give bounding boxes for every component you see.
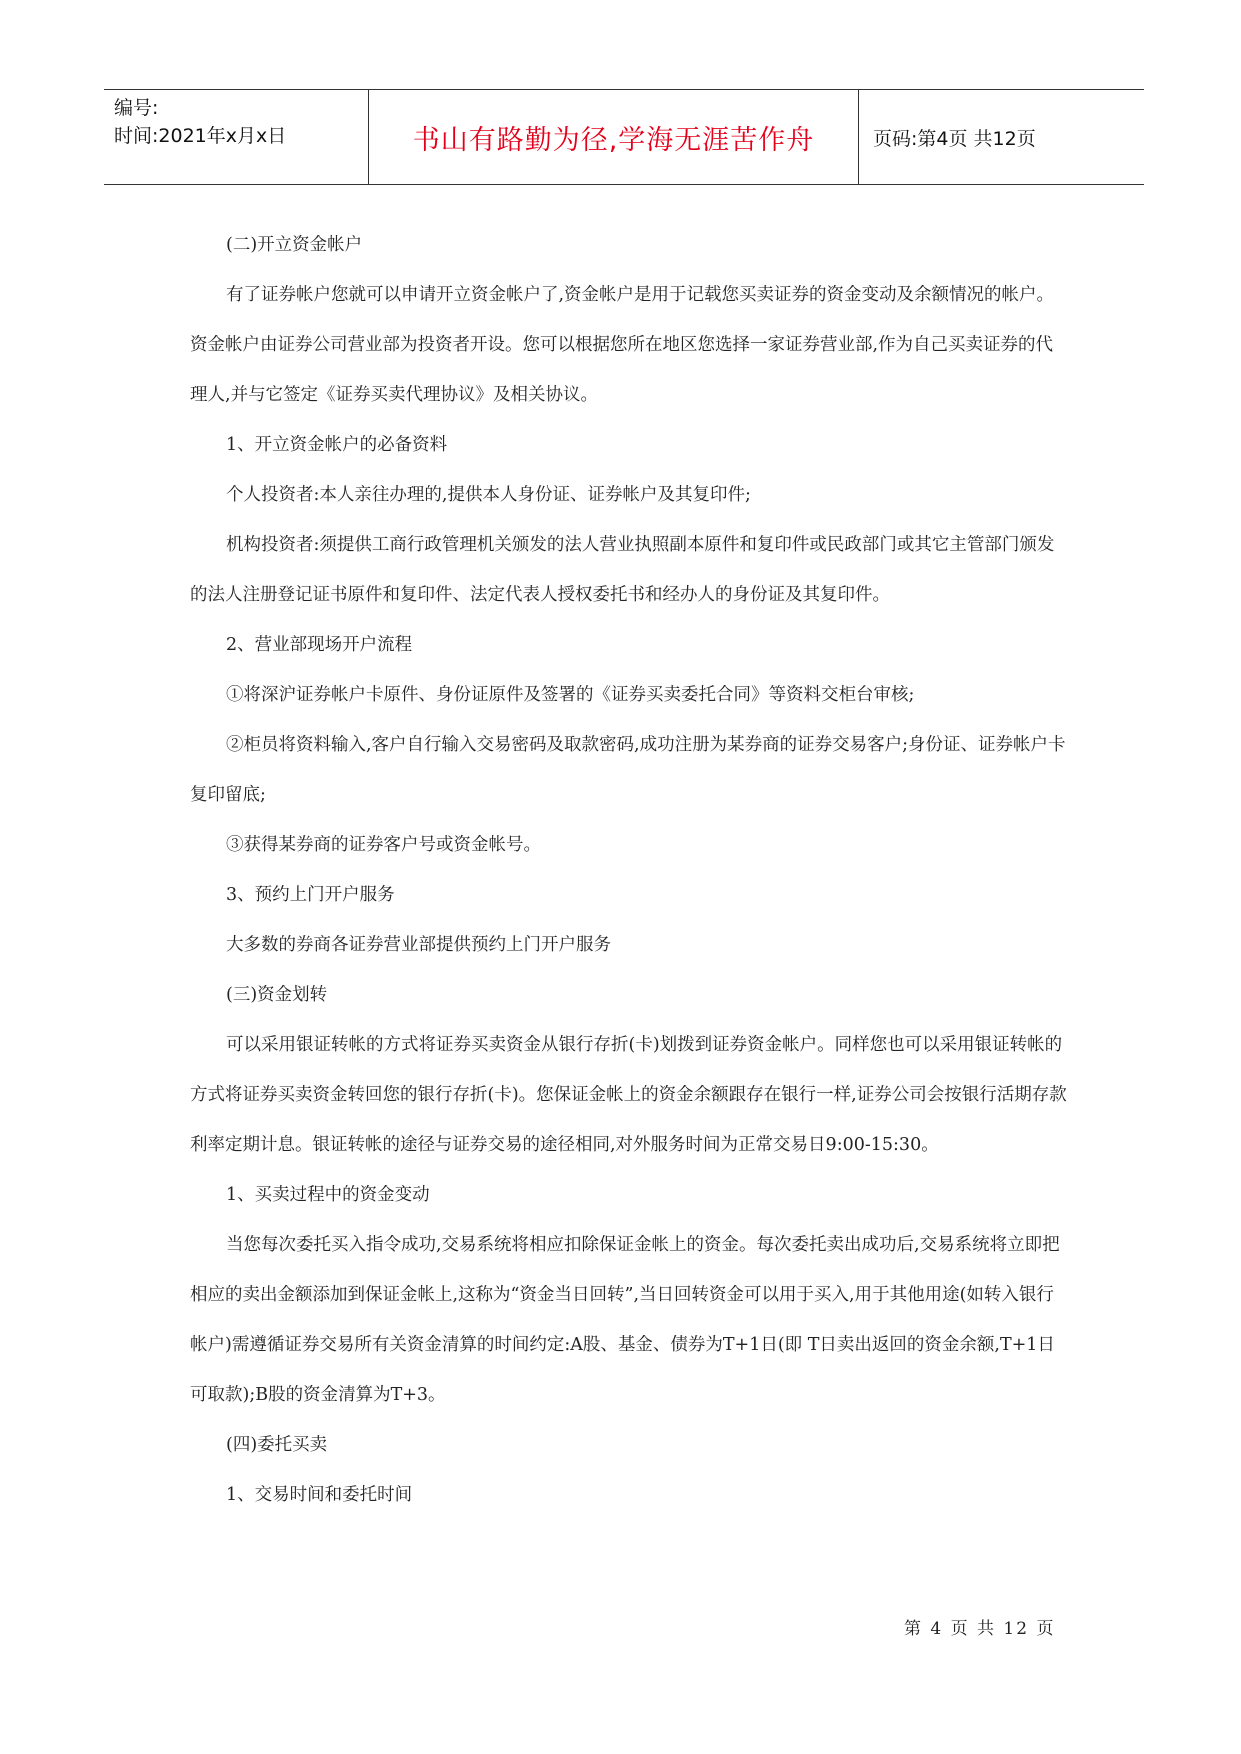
subsection-heading: 3、预约上门开户服务 bbox=[226, 885, 395, 905]
body-paragraph: 当您每次委托买入指令成功,交易系统将相应扣除保证金帐上的资金。每次委托卖出成功后,交易系统将立即把相应的卖出金额添加到保证金帐上,这称为“资金当日回转”,当日回转资金可以用于买入,用于其他用途(如转入银行帐户)需遵循证券交易所有关资金清算的时间约定:A股、基金、债券为T+1日(即 T日卖出返回的资金余额,T+1日可取款);B股的资金清算为T+3。 bbox=[190, 1235, 1060, 1405]
section-heading: (四)委托买卖 bbox=[226, 1435, 328, 1455]
body-paragraph: 可以采用银证转帐的方式将证券买卖资金从银行存折(卡)划拨到证券资金帐户。同样您也可以采用银证转帐的方式将证券买卖资金转回您的银行存折(卡)。您保证金帐上的资金余额跟存在银行一样,证券公司会按银行活期存款利率定期计息。银证转帐的途径与证券交易的途径相同,对外服务时间为正常交易日9:00-15:30。 bbox=[190, 1035, 1067, 1155]
subsection-heading: 1、交易时间和委托时间 bbox=[226, 1485, 413, 1505]
document-body bbox=[190, 220, 1070, 1520]
subsection-heading: 2、营业部现场开户流程 bbox=[226, 635, 413, 655]
body-paragraph: 机构投资者:须提供工商行政管理机关颁发的法人营业执照副本原件和复印件或民政部门或其它主管部门颁发的法人注册登记证书原件和复印件、法定代表人授权委托书和经办人的身份证及其复印件。 bbox=[190, 535, 1055, 605]
body-paragraph: 有了证券帐户您就可以申请开立资金帐户了,资金帐户是用于记载您买卖证券的资金变动及余额情况的帐户。资金帐户由证券公司营业部为投资者开设。您可以根据您所在地区您选择一家证券营业部,作为自己买卖证券的代理人,并与它签定《证券买卖代理协议》及相关协议。 bbox=[190, 285, 1055, 405]
list-item: ①将深沪证券帐户卡原件、身份证原件及签署的《证券买卖委托合同》等资料交柜台审核; bbox=[226, 685, 915, 705]
page-footer: 第 4 页 共 12 页 bbox=[904, 1619, 1056, 1639]
body-paragraph: 个人投资者:本人亲往办理的,提供本人身份证、证券帐户及其复印件; bbox=[226, 485, 751, 505]
list-item: ③获得某券商的证券客户号或资金帐号。 bbox=[226, 835, 541, 855]
subsection-heading: 1、开立资金帐户的必备资料 bbox=[226, 435, 448, 455]
document-time-label: 时间:2021年x月x日 bbox=[114, 125, 287, 147]
document-number-label: 编号: bbox=[114, 97, 159, 119]
header-page-code: 页码:第4页 共12页 bbox=[873, 127, 1036, 150]
header-motto: 书山有路勤为径,学海无涯苦作舟 bbox=[369, 90, 859, 184]
body-paragraph: 大多数的券商各证券营业部提供预约上门开户服务 bbox=[226, 935, 611, 955]
page-header bbox=[104, 89, 1144, 185]
section-heading: (三)资金划转 bbox=[226, 985, 328, 1005]
subsection-heading: 1、买卖过程中的资金变动 bbox=[226, 1185, 430, 1205]
section-heading: (二)开立资金帐户 bbox=[226, 235, 363, 255]
list-item: ②柜员将资料输入,客户自行输入交易密码及取款密码,成功注册为某券商的证券交易客户;身份证、证券帐户卡复印留底; bbox=[190, 735, 1066, 805]
header-meta bbox=[104, 90, 369, 184]
